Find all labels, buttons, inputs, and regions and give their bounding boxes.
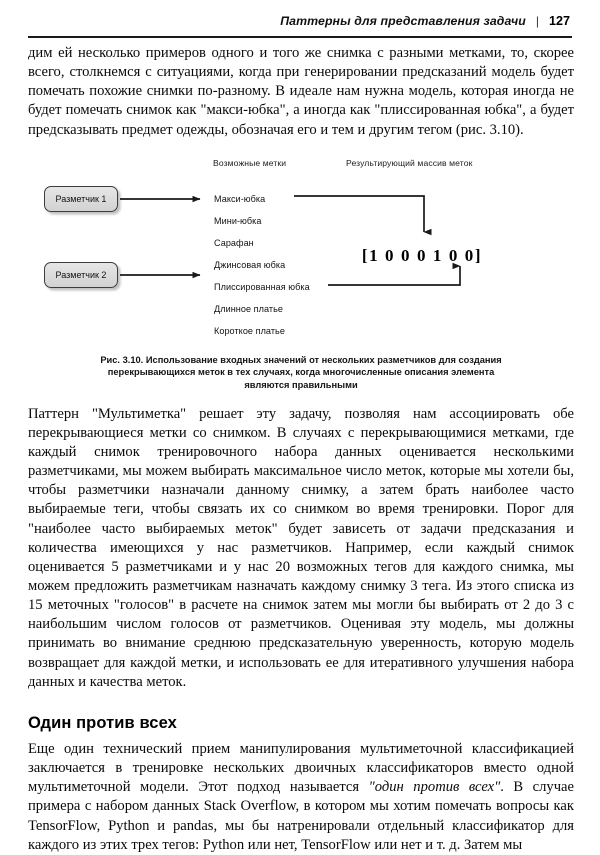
figure-label-2: Сарафан — [214, 237, 254, 248]
paragraph-one-vs-all-part1: Еще один технический прием манипулирования мультиметочной классификацией заключается в тренировке нескольких двоичных классификаторов вместо одной мультиметочной модели. Этот подход называется — [28, 740, 574, 796]
figure-label-1: Мини-юбка — [214, 215, 262, 226]
figure-caption-line-3: являются правильными — [244, 379, 358, 390]
spacer-after-caption — [28, 392, 574, 405]
figure-label-5: Длинное платье — [214, 303, 283, 314]
page-number: 127 — [548, 14, 570, 28]
marker-box-1-label: Разметчик 1 — [55, 193, 107, 204]
figure-canvas — [28, 154, 574, 350]
page-content — [28, 44, 574, 855]
paragraph-one-vs-all — [28, 740, 574, 855]
figure-label-0: Макси-юбка — [214, 193, 266, 204]
connector-pleated-skirt-to-array — [328, 266, 460, 285]
paragraph-multilabel: Паттерн "Мультиметка" решает эту задачу, позволяя нам ассоциировать обе перекрывающиеся метки со снимком. В случаях с перекрывающимися метками, где каждый снимок тренировочного набора данных оценивается несколькими разметчиками, мы можем выбирать максимальное число меток, которые мы хотели бы, чтобы разметчики назначали данному снимку, а затем брать наиболее часто выбираемые теги, чтобы связать их со снимком во время тренировки. Порог для "наиболее часто выбираемых меток" будет зависеть от задачи предсказания и количества имеющихся у нас разметчиков. Например, если каждый снимок оценивается 5 разметчиками и у нас 20 возможных тегов для каждого снимка, мы можем предложить разметчикам назначать каждому снимку 3 тега. Из этого списка из 15 меточных "голосов" в расчете на снимок затем мы могли бы выбирать от 2 до 3 с наибольшим числом голосов от разметчиков. Оценивая эту модель, мы должны принимать во внимание среднюю предсказательную уверенность, которую модель возвращает для каждой метки, и использовать ее для итеративного улучшения набора данных и качества меток. — [28, 405, 574, 690]
header-chapter-title: Паттерны для представления задачи — [280, 14, 526, 28]
paragraph-one-vs-all-part2: . В случае примера с набором данных Stack Overflow, в котором мы хотим помечать вопросы как TensorFlow, Python и pandas, мы бы натренировали отдельный классификатор для каждого из этих трех тегов: Python или нет, TensorFlow или нет и т. д. Затем мы — [28, 779, 575, 853]
running-header-inner — [28, 14, 572, 28]
marker-box-2-label: Разметчик 2 — [55, 269, 107, 280]
figure-3-10 — [28, 154, 574, 350]
figure-label-4: Плиссированная юбка — [214, 281, 310, 292]
figure-caption — [28, 354, 574, 392]
figure-caption-line-1: Рис. 3.10. Использование входных значений от нескольких разметчиков для создания — [100, 354, 502, 365]
figure-label-6: Короткое платье — [214, 325, 285, 336]
figure-column-header-possible-labels: Возможные метки — [213, 157, 287, 168]
header-rule — [28, 36, 572, 38]
figure-result-array: [1 0 0 0 1 0 0] — [361, 245, 483, 265]
connector-maxi-skirt-to-array — [294, 196, 424, 232]
section-heading-one-vs-all: Один против всех — [28, 713, 177, 732]
paragraph-one-vs-all-emphasis: "один против всех" — [368, 779, 501, 796]
paragraph-intro: дим ей несколько примеров одного и того же снимка с разными метками, то, скорее всего, столкнемся с ситуациями, когда при генерировании предсказаний модель будет помечать похожие снимки по-разному. В идеале нам нужна модель, которая иногда не будет помечать снимок как "макси-юбка", а иногда как "плиссированная юбка", а будет предсказывать предмет одежды, обозначая его и тем и другим тегом (рис. 3.10). — [28, 45, 574, 138]
figure-caption-line-2: перекрывающихся меток в тех случаях, когда многочисленные описания элемента — [107, 367, 495, 378]
figure-column-header-result-array: Результирующий массив меток — [346, 157, 473, 168]
figure-label-3: Джинсовая юбка — [214, 259, 286, 270]
header-separator: | — [535, 14, 539, 28]
